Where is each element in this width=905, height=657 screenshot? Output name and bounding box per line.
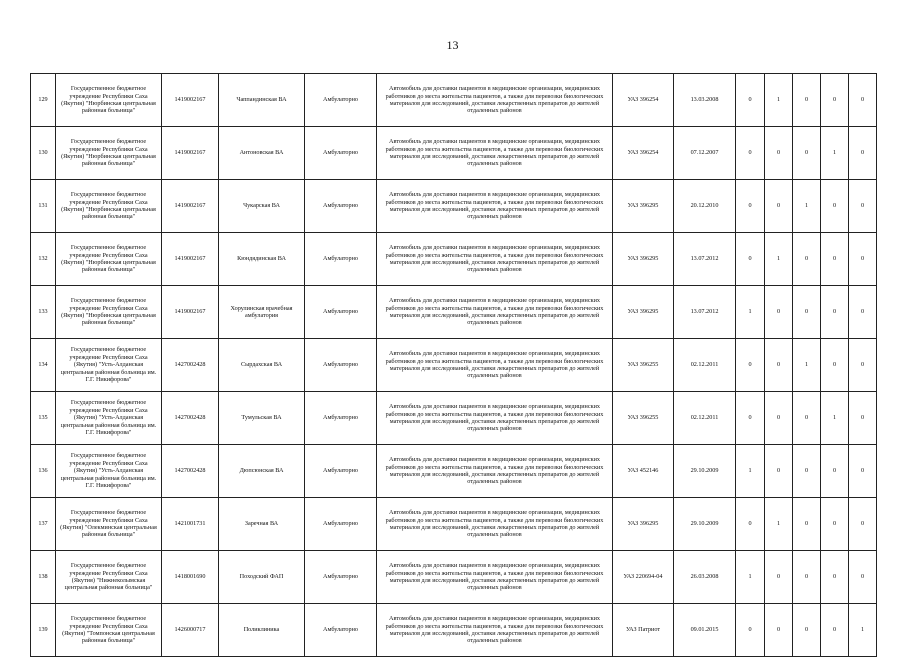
flag-cell-1: 0 — [736, 339, 765, 392]
vehicle-model-cell: УАЗ 396254 — [613, 74, 674, 127]
table-row — [31, 392, 877, 445]
care-type-cell: Амбулаторно — [305, 445, 377, 498]
row-number: 137 — [31, 498, 56, 551]
care-type-cell: Амбулаторно — [305, 127, 377, 180]
flag-cell-2: 0 — [765, 286, 793, 339]
unit-cell: Тумульская ВА — [219, 392, 305, 445]
flag-cell-5: 0 — [849, 74, 877, 127]
date-cell: 20.12.2010 — [674, 180, 736, 233]
inn-cell: 1418001690 — [162, 551, 219, 604]
date-cell: 13.07.2012 — [674, 286, 736, 339]
flag-cell-1: 0 — [736, 74, 765, 127]
date-cell: 13.03.2008 — [674, 74, 736, 127]
vehicle-model-cell: УАЗ 396295 — [613, 498, 674, 551]
vehicle-model-cell: УАЗ 220694-04 — [613, 551, 674, 604]
care-type-cell: Амбулаторно — [305, 286, 377, 339]
flag-cell-3: 1 — [793, 180, 821, 233]
unit-cell: Хорулинская врачебная амбулатория — [219, 286, 305, 339]
purpose-cell: Автомобиль для доставки пациентов в медицинские организации, медицинских работников до места жительства пациентов, а также для перевозки биологических материалов для исследований, доставки лекарственных препаратов до жителей отдаленных районов — [377, 233, 613, 286]
flag-cell-2: 0 — [765, 180, 793, 233]
row-number: 129 — [31, 74, 56, 127]
unit-cell: Кюндядинская ВА — [219, 233, 305, 286]
flag-cell-2: 0 — [765, 551, 793, 604]
inn-cell: 1419002167 — [162, 286, 219, 339]
flag-cell-1: 0 — [736, 604, 765, 657]
inn-cell: 1427002428 — [162, 339, 219, 392]
care-type-cell: Амбулаторно — [305, 74, 377, 127]
row-number: 135 — [31, 392, 56, 445]
flag-cell-2: 1 — [765, 498, 793, 551]
flag-cell-3: 0 — [793, 127, 821, 180]
care-type-cell: Амбулаторно — [305, 498, 377, 551]
table-body — [31, 74, 877, 657]
care-type-cell: Амбулаторно — [305, 551, 377, 604]
flag-cell-3: 0 — [793, 286, 821, 339]
flag-cell-2: 0 — [765, 445, 793, 498]
inn-cell: 1427002428 — [162, 445, 219, 498]
flag-cell-5: 0 — [849, 392, 877, 445]
flag-cell-5: 0 — [849, 498, 877, 551]
organization-cell: Государственное бюджетное учреждение Республики Саха (Якутия) "Томпонская центральная районная больница" — [56, 604, 162, 657]
vehicle-registry-table — [30, 73, 877, 657]
flag-cell-3: 0 — [793, 551, 821, 604]
flag-cell-1: 1 — [736, 551, 765, 604]
flag-cell-5: 0 — [849, 286, 877, 339]
purpose-cell: Автомобиль для доставки пациентов в медицинские организации, медицинских работников до места жительства пациентов, а также для перевозки биологических материалов для исследований, доставки лекарственных препаратов до жителей отдаленных районов — [377, 180, 613, 233]
flag-cell-4: 0 — [821, 180, 849, 233]
date-cell: 07.12.2007 — [674, 127, 736, 180]
table-row — [31, 233, 877, 286]
flag-cell-5: 0 — [849, 339, 877, 392]
vehicle-model-cell: УАЗ 396254 — [613, 127, 674, 180]
organization-cell: Государственное бюджетное учреждение Республики Саха (Якутия) "Усть-Алданская центральная районная больница им. Г.Г. Никифорова" — [56, 445, 162, 498]
flag-cell-3: 0 — [793, 74, 821, 127]
row-number: 132 — [31, 233, 56, 286]
row-number: 134 — [31, 339, 56, 392]
flag-cell-5: 0 — [849, 445, 877, 498]
table-row — [31, 445, 877, 498]
purpose-cell: Автомобиль для доставки пациентов в медицинские организации, медицинских работников до места жительства пациентов, а также для перевозки биологических материалов для исследований, доставки лекарственных препаратов до жителей отдаленных районов — [377, 286, 613, 339]
organization-cell: Государственное бюджетное учреждение Республики Саха (Якутия) "Усть-Алданская центральная районная больница им. Г.Г. Никифорова" — [56, 339, 162, 392]
flag-cell-4: 1 — [821, 392, 849, 445]
page-number: 13 — [446, 38, 459, 52]
flag-cell-2: 1 — [765, 233, 793, 286]
row-number: 139 — [31, 604, 56, 657]
flag-cell-5: 0 — [849, 127, 877, 180]
row-number: 131 — [31, 180, 56, 233]
flag-cell-5: 0 — [849, 551, 877, 604]
flag-cell-1: 0 — [736, 392, 765, 445]
flag-cell-3: 0 — [793, 604, 821, 657]
unit-cell: Чаппандинская ВА — [219, 74, 305, 127]
vehicle-model-cell: УАЗ 396255 — [613, 339, 674, 392]
row-number: 133 — [31, 286, 56, 339]
flag-cell-3: 0 — [793, 233, 821, 286]
flag-cell-4: 0 — [821, 498, 849, 551]
organization-cell: Государственное бюджетное учреждение Республики Саха (Якутия) "Нюрбинская центральная районная больница" — [56, 180, 162, 233]
inn-cell: 1419002167 — [162, 74, 219, 127]
flag-cell-1: 0 — [736, 233, 765, 286]
unit-cell: Походский ФАП — [219, 551, 305, 604]
purpose-cell: Автомобиль для доставки пациентов в медицинские организации, медицинских работников до места жительства пациентов, а также для перевозки биологических материалов для исследований, доставки лекарственных препаратов до жителей отдаленных районов — [377, 392, 613, 445]
unit-cell: Антоновская ВА — [219, 127, 305, 180]
vehicle-model-cell: УАЗ Патриот — [613, 604, 674, 657]
unit-cell: Сырдахская ВА — [219, 339, 305, 392]
date-cell: 02.12.2011 — [674, 339, 736, 392]
care-type-cell: Амбулаторно — [305, 180, 377, 233]
vehicle-model-cell: УАЗ 396255 — [613, 392, 674, 445]
flag-cell-4: 0 — [821, 551, 849, 604]
flag-cell-2: 1 — [765, 74, 793, 127]
flag-cell-1: 0 — [736, 180, 765, 233]
flag-cell-3: 0 — [793, 498, 821, 551]
date-cell: 09.01.2015 — [674, 604, 736, 657]
organization-cell: Государственное бюджетное учреждение Республики Саха (Якутия) "Усть-Алданская центральная районная больница им. Г.Г. Никифорова" — [56, 392, 162, 445]
care-type-cell: Амбулаторно — [305, 339, 377, 392]
organization-cell: Государственное бюджетное учреждение Республики Саха (Якутия) "Нюрбинская центральная районная больница" — [56, 74, 162, 127]
care-type-cell: Амбулаторно — [305, 233, 377, 286]
vehicle-model-cell: УАЗ 396295 — [613, 233, 674, 286]
row-number: 136 — [31, 445, 56, 498]
flag-cell-2: 0 — [765, 127, 793, 180]
flag-cell-5: 0 — [849, 180, 877, 233]
flag-cell-2: 0 — [765, 604, 793, 657]
vehicle-model-cell: УАЗ 396295 — [613, 286, 674, 339]
flag-cell-3: 0 — [793, 445, 821, 498]
organization-cell: Государственное бюджетное учреждение Республики Саха (Якутия) "Нюрбинская центральная районная больница" — [56, 233, 162, 286]
row-number: 130 — [31, 127, 56, 180]
flag-cell-1: 0 — [736, 498, 765, 551]
flag-cell-1: 0 — [736, 127, 765, 180]
table-row — [31, 127, 877, 180]
unit-cell: Заречная ВА — [219, 498, 305, 551]
table-row — [31, 286, 877, 339]
inn-cell: 1419002167 — [162, 180, 219, 233]
flag-cell-5: 1 — [849, 604, 877, 657]
table-row — [31, 604, 877, 657]
inn-cell: 1419002167 — [162, 127, 219, 180]
unit-cell: Дюпсюнская ВА — [219, 445, 305, 498]
flag-cell-3: 1 — [793, 339, 821, 392]
flag-cell-4: 0 — [821, 445, 849, 498]
vehicle-model-cell: УАЗ 396295 — [613, 180, 674, 233]
vehicle-model-cell: УАЗ 452146 — [613, 445, 674, 498]
purpose-cell: Автомобиль для доставки пациентов в медицинские организации, медицинских работников до места жительства пациентов, а также для перевозки биологических материалов для исследований, доставки лекарственных препаратов до жителей отдаленных районов — [377, 498, 613, 551]
care-type-cell: Амбулаторно — [305, 392, 377, 445]
flag-cell-4: 0 — [821, 233, 849, 286]
organization-cell: Государственное бюджетное учреждение Республики Саха (Якутия) "Нижнеколымская центральная районная больница" — [56, 551, 162, 604]
purpose-cell: Автомобиль для доставки пациентов в медицинские организации, медицинских работников до места жительства пациентов, а также для перевозки биологических материалов для исследований, доставки лекарственных препаратов до жителей отдаленных районов — [377, 551, 613, 604]
date-cell: 13.07.2012 — [674, 233, 736, 286]
table-row — [31, 551, 877, 604]
table-row — [31, 339, 877, 392]
flag-cell-2: 0 — [765, 392, 793, 445]
flag-cell-1: 1 — [736, 286, 765, 339]
flag-cell-4: 0 — [821, 604, 849, 657]
date-cell: 26.03.2008 — [674, 551, 736, 604]
flag-cell-4: 1 — [821, 127, 849, 180]
care-type-cell: Амбулаторно — [305, 604, 377, 657]
unit-cell: Поликлиника — [219, 604, 305, 657]
flag-cell-4: 0 — [821, 74, 849, 127]
unit-cell: Чукарская ВА — [219, 180, 305, 233]
organization-cell: Государственное бюджетное учреждение Республики Саха (Якутия) "Нюрбинская центральная районная больница" — [56, 286, 162, 339]
flag-cell-4: 0 — [821, 286, 849, 339]
inn-cell: 1421001731 — [162, 498, 219, 551]
organization-cell: Государственное бюджетное учреждение Республики Саха (Якутия) "Олекминская центральная районная больница" — [56, 498, 162, 551]
purpose-cell: Автомобиль для доставки пациентов в медицинские организации, медицинских работников до места жительства пациентов, а также для перевозки биологических материалов для исследований, доставки лекарственных препаратов до жителей отдаленных районов — [377, 127, 613, 180]
purpose-cell: Автомобиль для доставки пациентов в медицинские организации, медицинских работников до места жительства пациентов, а также для перевозки биологических материалов для исследований, доставки лекарственных препаратов до жителей отдаленных районов — [377, 604, 613, 657]
date-cell: 02.12.2011 — [674, 392, 736, 445]
flag-cell-1: 1 — [736, 445, 765, 498]
row-number: 138 — [31, 551, 56, 604]
flag-cell-3: 0 — [793, 392, 821, 445]
flag-cell-5: 0 — [849, 233, 877, 286]
table-row — [31, 180, 877, 233]
purpose-cell: Автомобиль для доставки пациентов в медицинские организации, медицинских работников до места жительства пациентов, а также для перевозки биологических материалов для исследований, доставки лекарственных препаратов до жителей отдаленных районов — [377, 74, 613, 127]
purpose-cell: Автомобиль для доставки пациентов в медицинские организации, медицинских работников до места жительства пациентов, а также для перевозки биологических материалов для исследований, доставки лекарственных препаратов до жителей отдаленных районов — [377, 339, 613, 392]
date-cell: 29.10.2009 — [674, 445, 736, 498]
purpose-cell: Автомобиль для доставки пациентов в медицинские организации, медицинских работников до места жительства пациентов, а также для перевозки биологических материалов для исследований, доставки лекарственных препаратов до жителей отдаленных районов — [377, 445, 613, 498]
organization-cell: Государственное бюджетное учреждение Республики Саха (Якутия) "Нюрбинская центральная районная больница" — [56, 127, 162, 180]
inn-cell: 1419002167 — [162, 233, 219, 286]
flag-cell-4: 0 — [821, 339, 849, 392]
inn-cell: 1426000717 — [162, 604, 219, 657]
date-cell: 29.10.2009 — [674, 498, 736, 551]
inn-cell: 1427002428 — [162, 392, 219, 445]
table-row — [31, 74, 877, 127]
flag-cell-2: 0 — [765, 339, 793, 392]
table-row — [31, 498, 877, 551]
